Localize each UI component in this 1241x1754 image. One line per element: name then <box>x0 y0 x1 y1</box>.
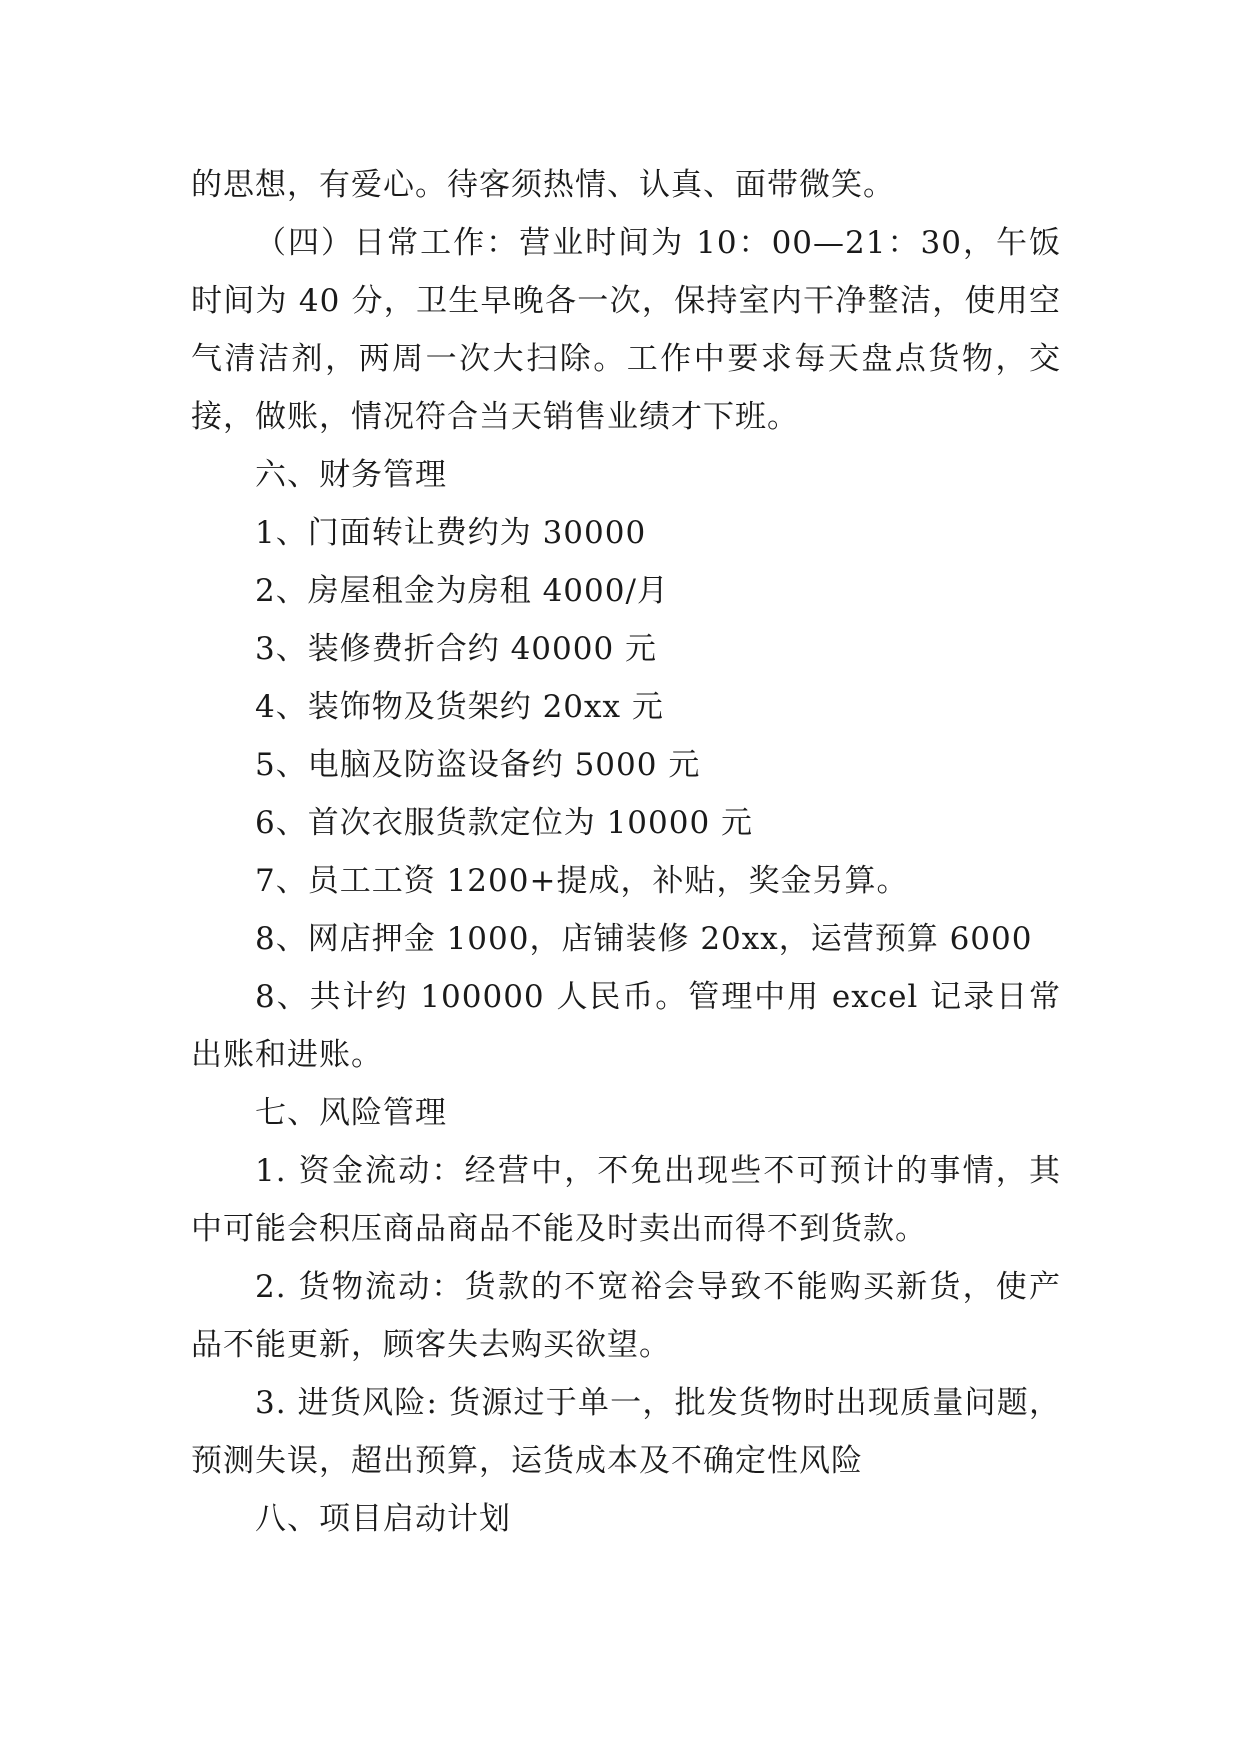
risk-item: 1. 资金流动：经营中，不免出现些不可预计的事情，其中可能会积压商品商品不能及时卖出而得不到货款。 <box>191 1153 1061 1247</box>
finance-item: 2、房屋租金为房租 4000/月 <box>255 573 669 609</box>
finance-item: 6、首次衣服货款定位为 10000 元 <box>255 805 754 841</box>
finance-item: 4、装饰物及货架约 20xx 元 <box>255 689 664 725</box>
risk-item: 3. 进货风险: 货源过于单一，批发货物时出现质量问题，预测失误，超出预算，运货成本及不确定性风险 <box>191 1385 1061 1479</box>
finance-item: 3、装修费折合约 40000 元 <box>255 631 658 667</box>
paragraph-continuation: 的思想，有爱心。待客须热情、认真、面带微笑。 <box>191 167 895 203</box>
finance-item: 8、网店押金 1000，店铺装修 20xx，运营预算 6000 <box>255 921 1033 957</box>
finance-item: 7、员工工资 1200+提成，补贴，奖金另算。 <box>255 863 909 899</box>
paragraph-daily-work: （四）日常工作：营业时间为 10：00—21：30，午饭时间为 40 分，卫生早晚各一次，保持室内干净整洁，使用空气清洁剂，两周一次大扫除。工作中要求每天盘点货物，交接，做账，情况符合当天销售业绩才下班。 <box>191 225 1061 435</box>
section-heading-finance: 六、财务管理 <box>255 457 447 493</box>
risk-item: 2. 货物流动：货款的不宽裕会导致不能购买新货，使产品不能更新，顾客失去购买欲望。 <box>191 1269 1061 1363</box>
section-heading-risk: 七、风险管理 <box>255 1095 447 1131</box>
document-body <box>191 156 1061 1548</box>
finance-item: 1、门面转让费约为 30000 <box>255 515 647 551</box>
section-heading-launch-plan: 八、项目启动计划 <box>255 1501 511 1537</box>
finance-total: 8、共计约 100000 人民币。管理中用 excel 记录日常出账和进账。 <box>191 979 1061 1073</box>
finance-item: 5、电脑及防盗设备约 5000 元 <box>255 747 701 783</box>
